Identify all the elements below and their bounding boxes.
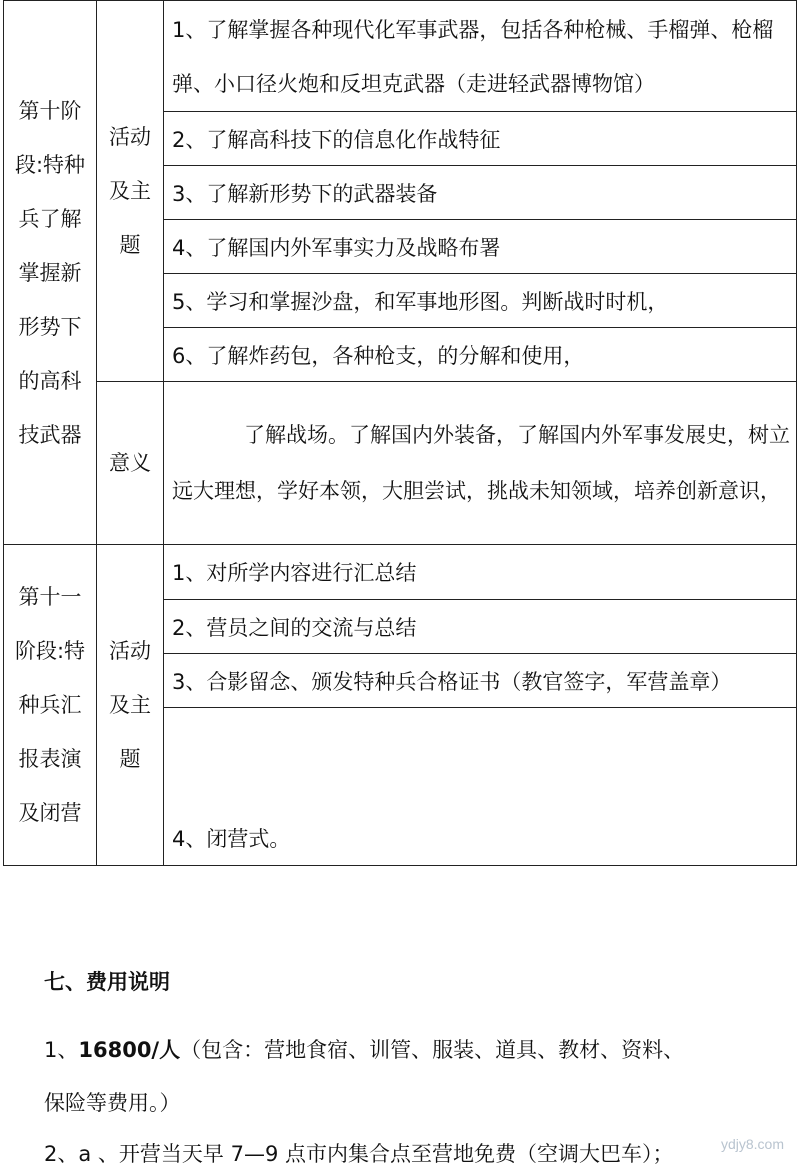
stage10-activity-label-cell — [97, 1, 164, 382]
stage11-activity-label-cell — [97, 545, 164, 866]
stage10-meaning-text: 了解战场。了解国内外装备，了解国内外军事发展史，树立远大理想，学好本领，大胆尝试，挑战未知领域，培养创新意识， — [172, 423, 790, 503]
stage10-activity-label: 活动及主题 — [109, 125, 151, 257]
stage10-title-cell — [4, 1, 97, 545]
stage11-item: 2、营员之间的交流与总结 — [164, 600, 797, 654]
section7-line2: 2、a 、开营当天早 7—9 点市内集合点至营地免费（空调大巴车）； — [44, 1142, 674, 1166]
section7-price: 16800/人 — [78, 1038, 181, 1062]
stage10-item: 3、了解新形势下的武器装备 — [164, 166, 797, 220]
section7-line1 — [44, 1034, 684, 1064]
stage10-item: 2、了解高科技下的信息化作战特征 — [164, 112, 797, 166]
schedule-table — [3, 0, 797, 866]
stage10-meaning-cell — [164, 382, 797, 545]
stage11-item: 3、合影留念、颁发特种兵合格证书（教官签字，军营盖章） — [164, 654, 797, 708]
stage10-title: 第十阶段:特种兵了解掌握新形势下的高科技武器 — [14, 98, 86, 447]
stage10-item: 6、了解炸药包，各种枪支，的分解和使用， — [164, 328, 797, 382]
section7-heading: 七、费用说明 — [44, 970, 170, 994]
section7-line1-continued: 保险等费用。） — [44, 1091, 181, 1115]
stage10-item: 5、学习和掌握沙盘，和军事地形图。判断战时时机， — [164, 274, 797, 328]
stage11-title: 第十一阶段:特种兵汇报表演及闭营 — [14, 585, 86, 825]
section7-line1-rest: （包含：营地食宿、训管、服装、道具、教材、资料、 — [180, 1038, 685, 1062]
stage10-meaning-label: 意义 — [97, 382, 164, 545]
watermark: ydjy8.com — [720, 1136, 784, 1152]
stage10-item: 1、了解掌握各种现代化军事武器，包括各种枪械、手榴弹、枪榴弹、小口径火炮和反坦克武器（走进轻武器博物馆） — [164, 1, 797, 112]
stage11-item: 4、闭营式。 — [164, 708, 797, 866]
stage11-activity-label: 活动及主题 — [109, 639, 151, 771]
stage11-title-cell — [4, 545, 97, 866]
section7-line1-prefix: 1、 — [44, 1038, 79, 1062]
stage11-item: 1、对所学内容进行汇总结 — [164, 545, 797, 600]
stage10-item: 4、了解国内外军事实力及战略布署 — [164, 220, 797, 274]
